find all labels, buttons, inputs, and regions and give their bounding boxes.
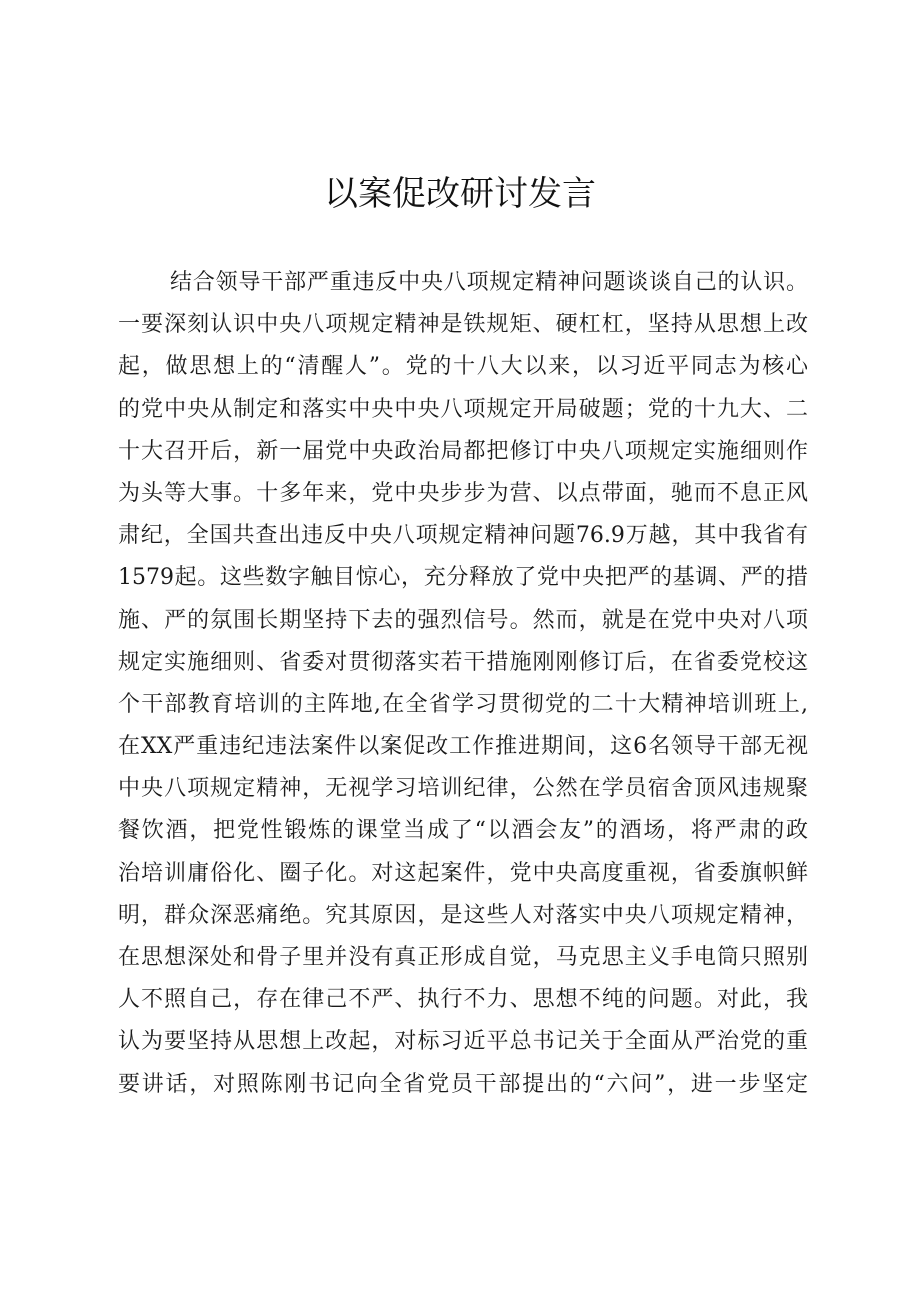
body-line: 认为要坚持从思想上改起，对标习近平总书记关于全面从严治党的重 [118, 1029, 808, 1055]
body-line: 一要深刻认识中央八项规定精神是铁规矩、硬杠杠，坚持从思想上改 [118, 312, 808, 338]
body-line: 结合领导干部严重违反中央八项规定精神问题谈谈自己的认识。 [170, 270, 808, 295]
body-line: 为头等大事。十多年来，党中央步步为营、以点带面，驰而不息正风 [118, 480, 808, 506]
document-body [118, 262, 808, 1106]
body-line: 施、严的氛围长期坚持下去的强烈信号。然而，就是在党中央对八项 [118, 607, 808, 633]
body-line: 规定实施细则、省委对贯彻落实若干措施刚刚修订后，在省委党校这 [118, 649, 808, 675]
body-line: 起，做思想上的“清醒人”。党的十八大以来，以习近平同志为核心 [118, 354, 808, 380]
body-line: 1579起。这些数字触目惊心，充分释放了党中央把严的基调、严的措 [118, 565, 808, 591]
body-line: 人不照自己，存在律己不严、执行不力、思想不纯的问题。对此，我 [118, 987, 808, 1013]
body-line: 肃纪，全国共查出违反中央八项规定精神问题76.9万越，其中我省有 [118, 523, 808, 549]
body-line: 中央八项规定精神，无视学习培训纪律，公然在学员宿舍顶风违规聚 [118, 776, 808, 802]
body-line: 要讲话，对照陈刚书记向全省党员干部提出的“六问”，进一步坚定 [118, 1071, 808, 1097]
body-line: 十大召开后，新一届党中央政治局都把修订中央八项规定实施细则作 [118, 438, 808, 464]
body-line: 在XX严重违纪违法案件以案促改工作推进期间，这6名领导干部无视 [118, 734, 808, 760]
body-line: 明，群众深恶痛绝。究其原因，是这些人对落实中央八项规定精神， [118, 902, 808, 928]
body-line: 个干部教育培训的主阵地,在全省学习贯彻党的二十大精神培训班上, [118, 691, 808, 717]
body-line: 餐饮酒，把党性锻炼的课堂当成了“以酒会友”的酒场，将严肃的政 [118, 818, 808, 844]
document-title: 以案促改研讨发言 [324, 174, 596, 214]
body-line: 治培训庸俗化、圈子化。对这起案件，党中央高度重视，省委旗帜鲜 [118, 860, 808, 886]
body-line: 在思想深处和骨子里并没有真正形成自觉，马克思主义手电筒只照别 [118, 945, 808, 970]
body-line: 的党中央从制定和落实中央中央八项规定开局破题；党的十九大、二 [118, 396, 808, 422]
